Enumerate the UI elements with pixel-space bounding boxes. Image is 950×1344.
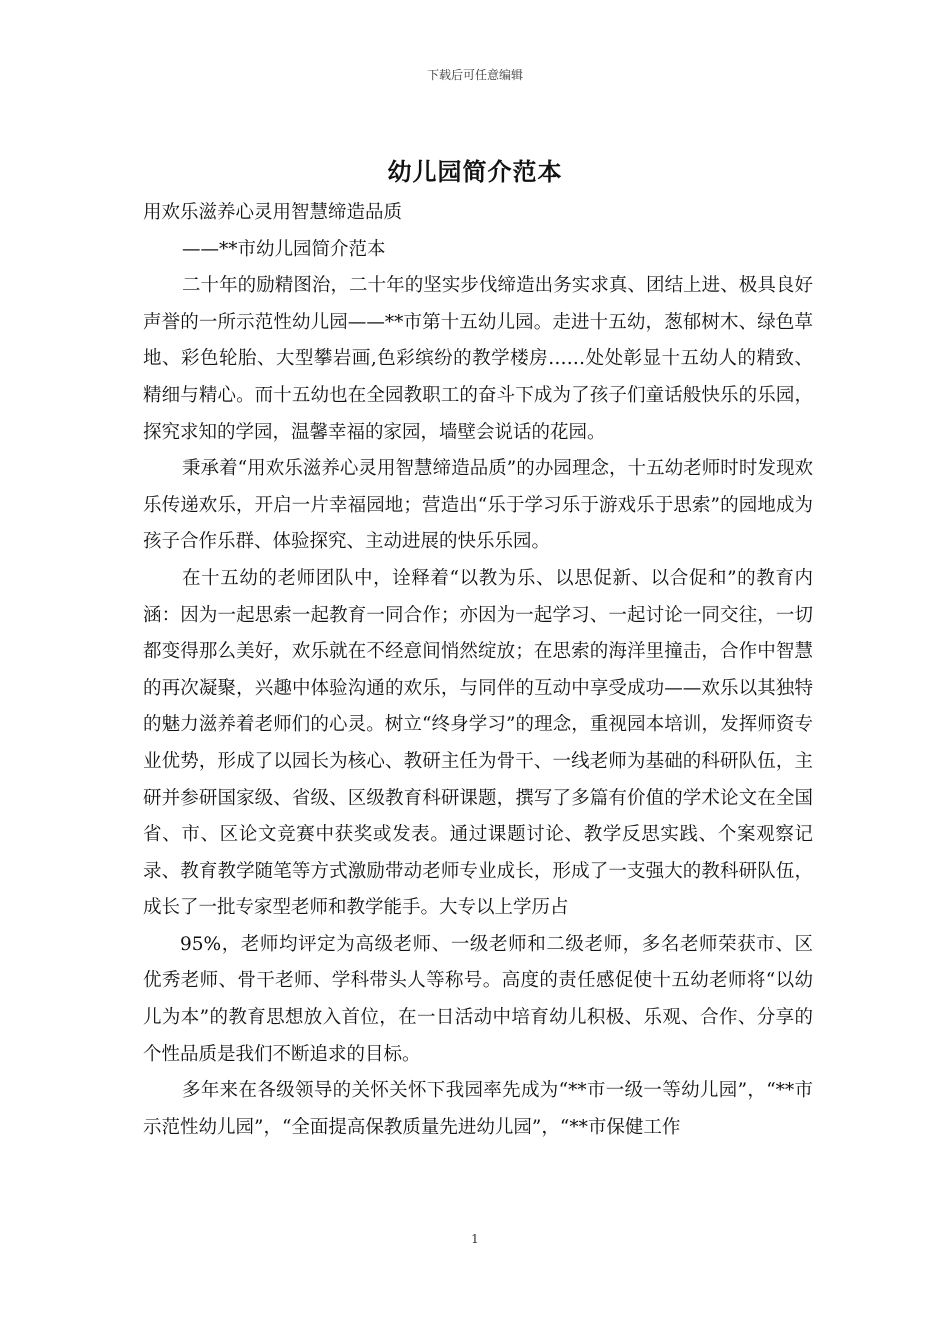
subtitle-slogan: 用欢乐滋养心灵用智慧缔造品质	[143, 202, 403, 223]
header-note: 下载后可任意编辑	[426, 68, 523, 82]
paragraph-philosophy: 秉承着“用欢乐滋养心灵用智慧缔造品质”的办园理念，十五幼老师时时发现欢乐传递欢乐，开启一片幸福园地；营造出“乐于学习乐于游戏乐于思索”的园地成为孩子合作乐群、体验探究、主动进展的快乐乐园。	[143, 458, 813, 553]
paragraph-honors: 多年来在各级领导的关怀关怀下我园率先成为“**市一级一等幼儿园”，“**市示范性幼儿园”，“全面提高保教质量先进幼儿园”，“**市保健工作	[143, 1080, 813, 1138]
document-title: 幼儿园简介范本	[387, 157, 563, 186]
paragraph-intro: 二十年的励精图治，二十年的坚实步伐缔造出务实求真、团结上进、极具良好声誉的一所示范性幼儿园——**市第十五幼儿园。走进十五幼，葱郁树木、绿色草地、彩色轮胎、大型攀岩画,色彩缤纷的教学楼房……处处彰显十五幼人的精致、精细与精心。而十五幼也在全园教职工的奋斗下成为了孩子们童话般快乐的乐园，探究求知的学园，温馨幸福的家园，墙壁会说话的花园。	[143, 275, 813, 443]
page-number: 1	[471, 1232, 479, 1246]
subtitle-doc-name: ——**市幼儿园简介范本	[182, 238, 386, 260]
document-body	[143, 195, 813, 1146]
paragraph-teacher-team: 在十五幼的老师团队中，诠释着“以教为乐、以思促新、以合促和”的教育内涵：因为一起思索一起教育一同合作；亦因为一起学习、一起讨论一同交往，一切都变得那么美好，欢乐就在不经意间悄然绽放；在思索的海洋里撞击，合作中智慧的再次凝聚，兴趣中体验沟通的欢乐，与同伴的互动中享受成功——欢乐以其独特的魅力滋养着老师们的心灵。树立“终身学习”的理念，重视园本培训，发挥师资专业优势，形成了以园长为核心、教研主任为骨干、一线老师为基础的科研队伍，主研并参研国家级、省级、区级教育科研课题，撰写了多篇有价值的学术论文在全国省、市、区论文竞赛中获奖或发表。通过课题讨论、教学反思实践、个案观察记录、教育教学随笔等方式激励带动老师专业成长，形成了一支强大的教科研队伍，成长了一批专家型老师和教学能手。大专以上学历占	[143, 567, 813, 919]
paragraph-qualifications: 95%，老师均评定为高级老师、一级老师和二级老师，多名老师荣获市、区优秀老师、骨干老师、学科带头人等称号。高度的责任感促使十五幼老师将“以幼儿为本”的教育思想放入首位，在一日活动中培育幼儿积极、乐观、合作、分享的个性品质是我们不断追求的目标。	[143, 933, 813, 1065]
